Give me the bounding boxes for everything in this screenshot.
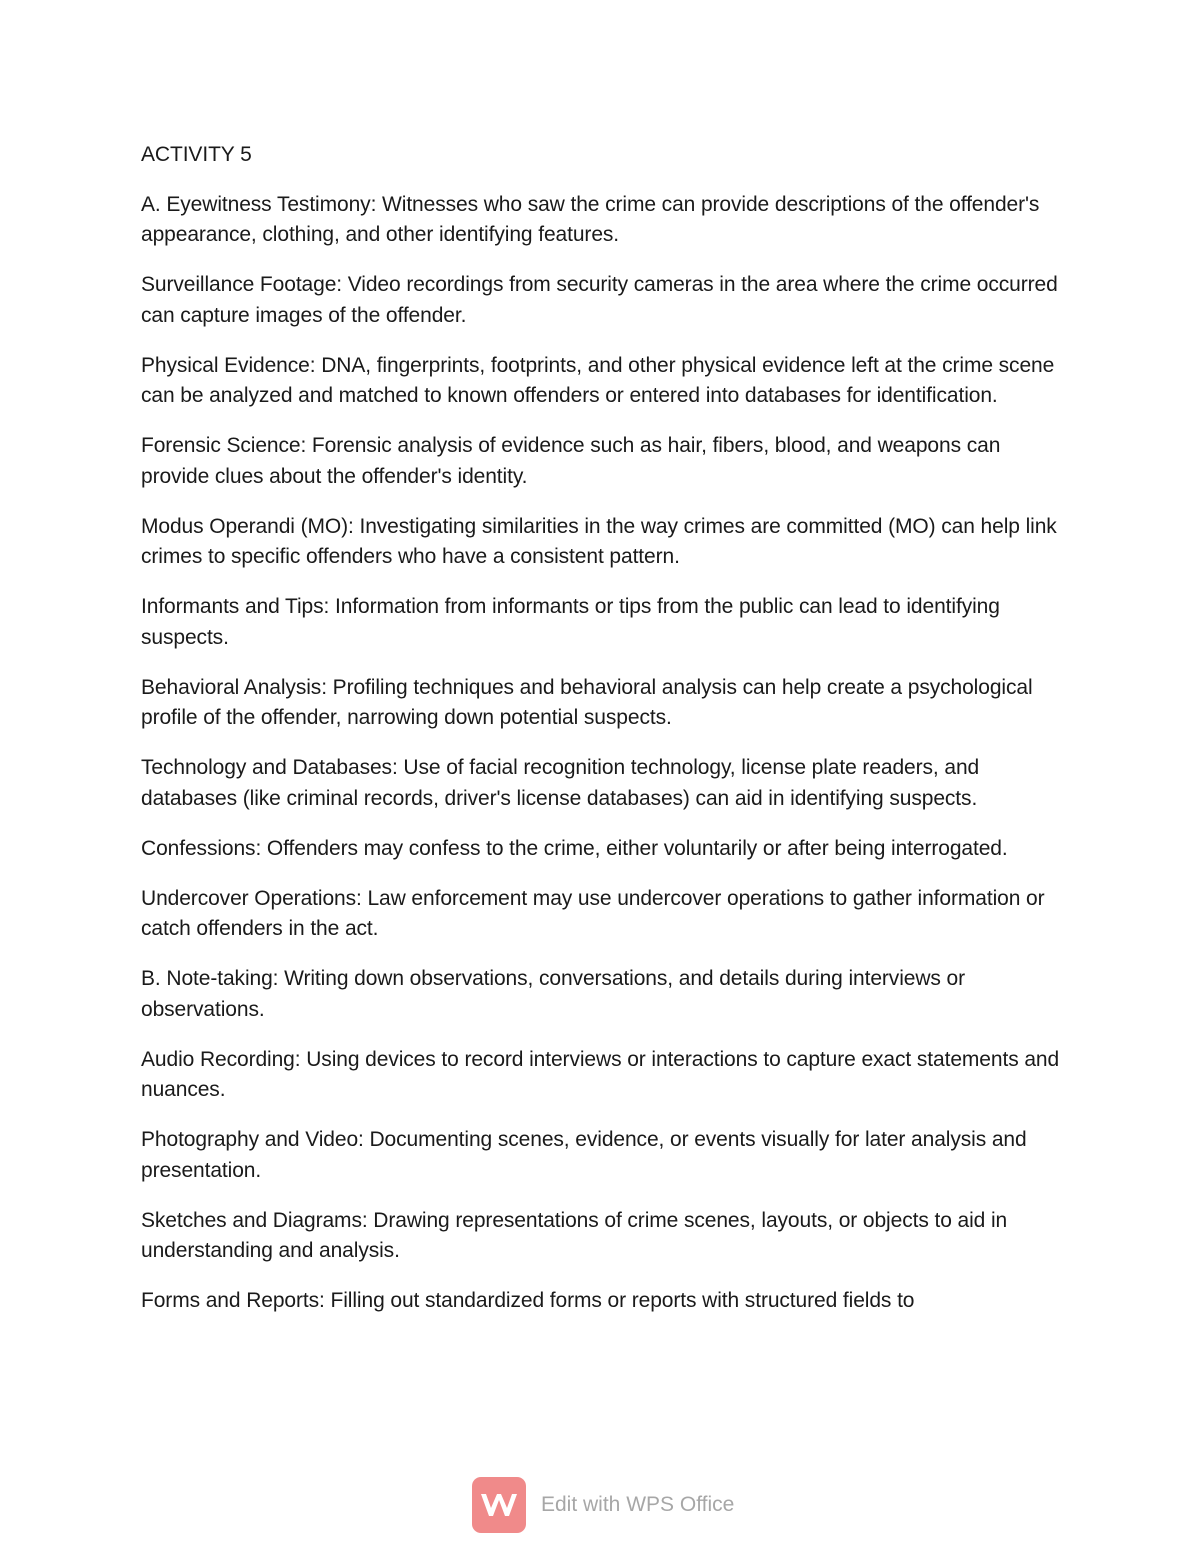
paragraph-informants-and-tips: Informants and Tips: Information from informants or tips from the public can lead to identifying suspects.: [141, 595, 1000, 649]
wps-w-glyph-icon: [479, 1489, 519, 1521]
paragraph-note-taking: B. Note-taking: Writing down observations, conversations, and details during interviews or observations.: [141, 967, 966, 1021]
paragraph-forms-and-reports: Forms and Reports: Filling out standardized forms or reports with structured fields to: [141, 1289, 915, 1312]
document-body: [141, 140, 1061, 1336]
paragraph-modus-operandi: Modus Operandi (MO): Investigating similarities in the way crimes are committed (MO) can help link crimes to specific offenders who have a consistent pattern.: [141, 514, 1057, 568]
paragraph-audio-recording: Audio Recording: Using devices to record interviews or interactions to capture exact statements and nuances.: [141, 1047, 1060, 1101]
wps-edit-banner[interactable]: [472, 1477, 734, 1533]
paragraph-forensic-science: Forensic Science: Forensic analysis of evidence such as hair, fibers, blood, and weapons can provide clues about the offender's identity.: [141, 434, 1001, 488]
paragraph-sketches-and-diagrams: Sketches and Diagrams: Drawing representations of crime scenes, layouts, or objects to aid in understanding and analysis.: [141, 1208, 1008, 1262]
document-title: ACTIVITY 5: [141, 143, 252, 166]
paragraph-physical-evidence: Physical Evidence: DNA, fingerprints, footprints, and other physical evidence left at the crime scene can be analyzed and matched to known offenders or entered into databases for identification.: [141, 353, 1055, 407]
paragraph-confessions: Confessions: Offenders may confess to the crime, either voluntarily or after being interrogated.: [141, 836, 1008, 860]
wps-office-logo-icon[interactable]: [472, 1477, 526, 1533]
paragraph-undercover-operations: Undercover Operations: Law enforcement may use undercover operations to gather information or catch offenders in the act.: [141, 886, 1045, 940]
paragraph-photography-and-video: Photography and Video: Documenting scenes, evidence, or events visually for later analysis and presentation.: [141, 1128, 1027, 1182]
paragraph-behavioral-analysis: Behavioral Analysis: Profiling techniques and behavioral analysis can help create a psychological profile of the offender, narrowing down potential suspects.: [141, 675, 1033, 729]
edit-with-wps-label[interactable]: Edit with WPS Office: [541, 1493, 735, 1516]
paragraph-surveillance-footage: Surveillance Footage: Video recordings from security cameras in the area where the crime occurred can capture images of the offender.: [141, 273, 1058, 327]
paragraph-technology-and-databases: Technology and Databases: Use of facial recognition technology, license plate readers, and databases (like criminal records, driver's license databases) can aid in identifying suspects.: [141, 756, 980, 810]
paragraph-eyewitness-testimony: A. Eyewitness Testimony: Witnesses who saw the crime can provide descriptions of the offender's appearance, clothing, and other identifying features.: [141, 192, 1040, 246]
